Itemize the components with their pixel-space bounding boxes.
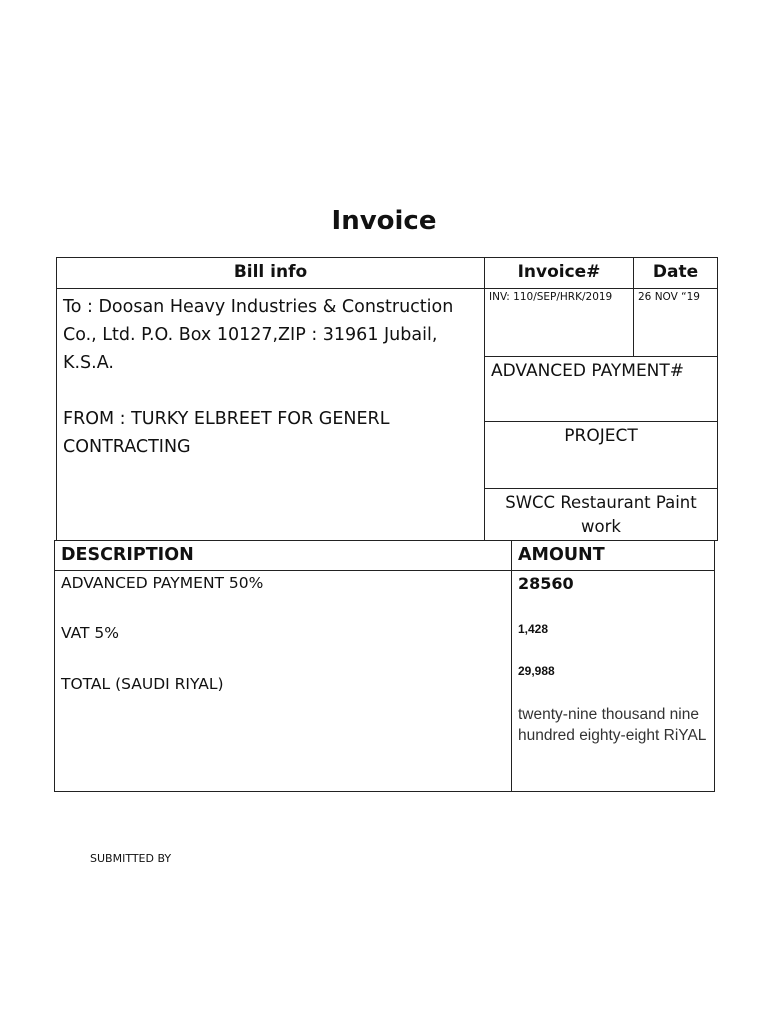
date-value: 26 NOV “19 [633, 288, 718, 357]
advanced-payment-label: ADVANCED PAYMENT# [491, 361, 685, 381]
bill-from: FROM : TURKY ELBREET FOR GENERL CONTRACTING [63, 409, 390, 457]
description-line: VAT 5% [61, 624, 119, 642]
date-header: Date [633, 257, 718, 289]
amount-value: 29,988 [518, 664, 555, 678]
amount-value: 28560 [518, 574, 574, 593]
invoice-title: Invoice [331, 206, 437, 236]
amount-body [511, 570, 715, 792]
invoice-number-header: Invoice# [484, 257, 634, 289]
project-value: SWCC Restaurant Paint work [505, 493, 697, 536]
amount-in-words: twenty-nine thousand nine hundred eighty-eight RiYAL [518, 706, 707, 744]
amount-value: 1,428 [518, 622, 549, 636]
submitted-by-label: SUBMITTED BY [90, 852, 172, 865]
description-line: ADVANCED PAYMENT 50% [61, 574, 264, 592]
bill-to: To : Doosan Heavy Industries & Construction Co., Ltd. P.O. Box 10127,ZIP : 31961 Jubail, K.S.A. [63, 297, 454, 373]
invoice-number-value: INV: 110/SEP/HRK/2019 [484, 288, 634, 357]
description-line: TOTAL (SAUDI RIYAL) [61, 675, 224, 693]
bill-info-body [56, 288, 485, 541]
bill-info-header: Bill info [56, 257, 485, 289]
description-header: DESCRIPTION [54, 540, 512, 571]
advanced-payment-cell [484, 356, 718, 422]
amount-header: AMOUNT [511, 540, 715, 571]
description-body [54, 570, 512, 792]
project-value-cell [484, 488, 718, 541]
project-label-cell [484, 421, 718, 489]
project-label: PROJECT [564, 426, 638, 446]
